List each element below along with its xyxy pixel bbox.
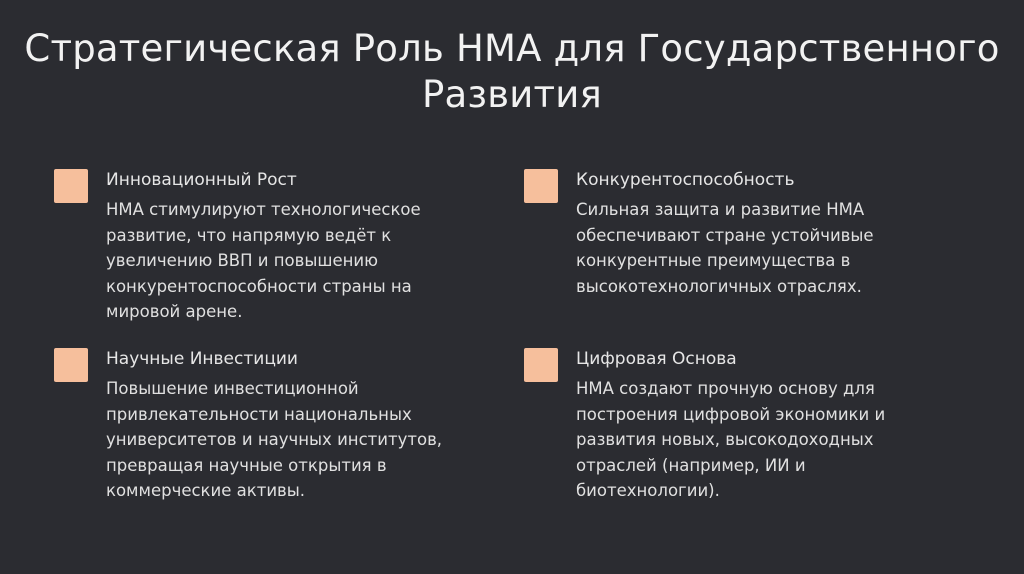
description-line: коммерческие активы. — [106, 481, 306, 500]
description-line: мировой арене. — [106, 302, 243, 321]
description-line: превращая научные открытия в — [106, 455, 387, 475]
description-line: Повышение инвестиционной — [106, 379, 359, 398]
feature-description — [576, 197, 956, 299]
description-line: развития новых, высокодоходных — [576, 430, 874, 449]
feature-heading: Цифровая Основа — [576, 349, 737, 369]
feature-description — [106, 376, 486, 504]
description-line: конкурентоспособности страны на — [106, 276, 412, 296]
description-line: увеличению ВВП и повышению — [106, 251, 379, 270]
description-line: НМА стимулируют технологическое — [106, 200, 421, 219]
slide-title-line-2: Развития — [422, 73, 602, 116]
square-bullet-icon — [54, 348, 88, 382]
description-line: привлекательности национальных — [106, 404, 412, 424]
description-line: развитие, что напрямую ведёт к — [106, 225, 392, 245]
feature-heading: Инновационный Рост — [106, 170, 297, 190]
feature-heading: Научные Инвестиции — [106, 349, 298, 369]
slide-title-line-1: Стратегическая Роль НМА для Государственного — [24, 27, 1000, 70]
description-line: высокотехнологичных отраслях. — [576, 276, 862, 296]
description-line: университетов и научных институтов, — [106, 430, 443, 449]
description-line: построения цифровой экономики и — [576, 404, 886, 424]
description-line: конкурентные преимущества в — [576, 251, 851, 270]
description-line: Сильная защита и развитие НМА — [576, 200, 865, 219]
square-bullet-icon — [524, 169, 558, 203]
description-line: биотехнологии). — [576, 481, 720, 500]
feature-description — [576, 376, 956, 504]
description-line: НМА создают прочную основу для — [576, 379, 875, 398]
feature-heading: Конкурентоспособность — [576, 170, 795, 190]
description-line: обеспечивают стране устойчивые — [576, 225, 874, 245]
description-line: отраслей (например, ИИ и — [576, 455, 806, 475]
slide-title — [0, 26, 1024, 118]
square-bullet-icon — [54, 169, 88, 203]
feature-description — [106, 197, 486, 325]
square-bullet-icon — [524, 348, 558, 382]
